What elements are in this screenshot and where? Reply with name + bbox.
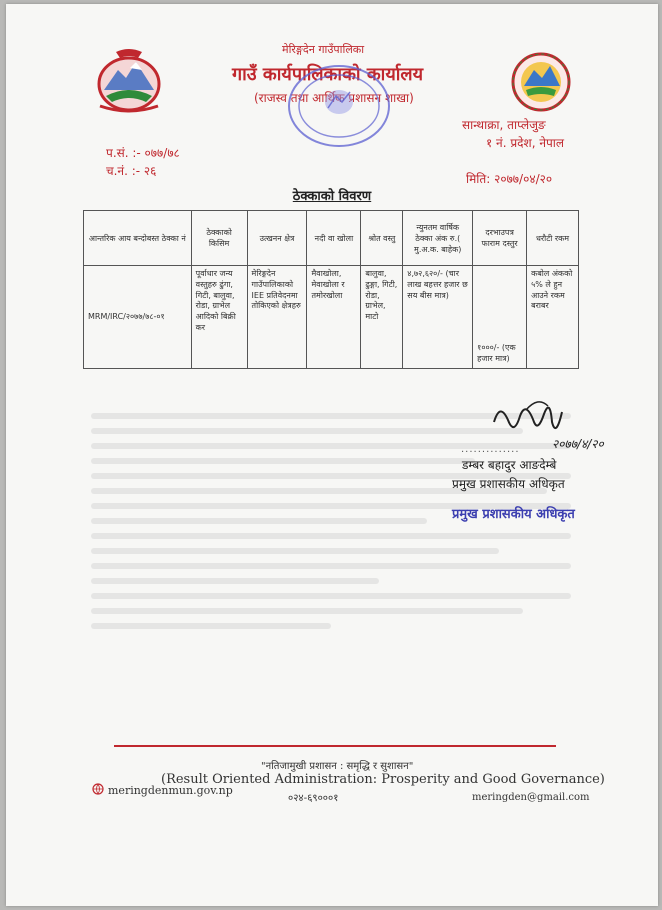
table-header-row [84, 211, 579, 266]
column-header: दरभाउपत्र फाराम दस्तुर [473, 211, 527, 266]
motto-nepali: "नतिजामुखी प्रशासन : समृद्धि र सुशासन" [261, 761, 414, 772]
office-address-line: सान्थाक्रा, ताप्लेजुङ [462, 118, 546, 132]
signer-designation: प्रमुख प्रशासकीय अधिकृत [452, 477, 565, 491]
office-title: गाउँ कार्यपालिकाको कार्यालय [232, 64, 424, 85]
nepal-emblem-logo [86, 44, 172, 116]
globe-icon [92, 783, 104, 795]
column-header: धरौटी रकम [527, 211, 579, 266]
contract-number-cell: MRM/IRC/२०७७/७८-०१ [84, 266, 192, 369]
municipality-name: मेरिङ्गदेन गाउँपालिका [282, 43, 365, 56]
branch-name: (राजस्व तथा आर्थिक प्रशासन शाखा) [254, 91, 414, 105]
column-header: उत्खनन क्षेत्र [247, 211, 307, 266]
signature-date: २०७७/४/२० [552, 437, 604, 451]
table-title: ठेक्काको विवरण [292, 189, 372, 204]
province-address-line: १ नं. प्रदेश, नेपाल [486, 136, 565, 150]
minimum-amount-cell: ४,७२,६२०/- (चार लाख बहत्तर हजार छ सय बीस मात्र) [403, 266, 473, 369]
column-header: ठेक्काको किसिम [191, 211, 247, 266]
letter-number: प.सं. :- ०७७/७८ [106, 146, 180, 160]
motto-english: (Result Oriented Administration: Prosperity and Good Governance) [161, 772, 605, 787]
designation-stamp: प्रमुख प्रशासकीय अधिकृत [452, 507, 575, 522]
office-seal-stamp [284, 62, 394, 150]
deposit-amount-cell: कबोल अंकको ५% ले हुन आउने रकम बराबर [527, 266, 579, 369]
letter-date: मिति: २०७७/०४/२० [466, 172, 553, 186]
municipality-logo [506, 46, 576, 114]
source-material-cell: बालुवा, ढुङ्गा, गिटी, रोडा, ग्राभेल, माटो [361, 266, 403, 369]
contract-type-cell: पूर्वाधार जन्य वस्तुहरु ढुंगा, गिटी, बालुवा, रोडा, ग्राभेल आदिको बिक्री कर [191, 266, 247, 369]
column-header: आन्तरिक आय बन्दोबस्त ठेक्का नं [84, 211, 192, 266]
phone-number: ०२४-६९०००१ [288, 793, 339, 804]
column-header: न्युनतम वार्षिक ठेक्का अंक रु.( मु.अ.क. बाहेक) [403, 211, 473, 266]
contract-details-table [83, 210, 579, 369]
letter-page [6, 4, 658, 906]
river-cell: मैवाखोला, मेवाखोला र तमोरखोला [307, 266, 361, 369]
form-fee-cell: १०००/- (एक हजार मात्र) [473, 266, 527, 369]
signature-line: .............. [461, 444, 520, 455]
website-link[interactable]: meringdenmun.gov.np [108, 784, 233, 797]
extraction-area-cell: मेरिङ्गदेन गाउँपालिकाको IEE प्रतिवेदनमा तोकिएको क्षेत्रहरु [247, 266, 307, 369]
footer-divider [114, 745, 556, 747]
column-header: नदी वा खोला [307, 211, 361, 266]
column-header: श्रोत वस्तु [361, 211, 403, 266]
email-address[interactable]: meringden@gmail.com [472, 792, 590, 803]
dispatch-number: च.नं. :- २६ [106, 164, 157, 178]
table-row [84, 266, 579, 369]
signer-name: डम्बर बहादुर आङदेम्बे [462, 458, 557, 472]
